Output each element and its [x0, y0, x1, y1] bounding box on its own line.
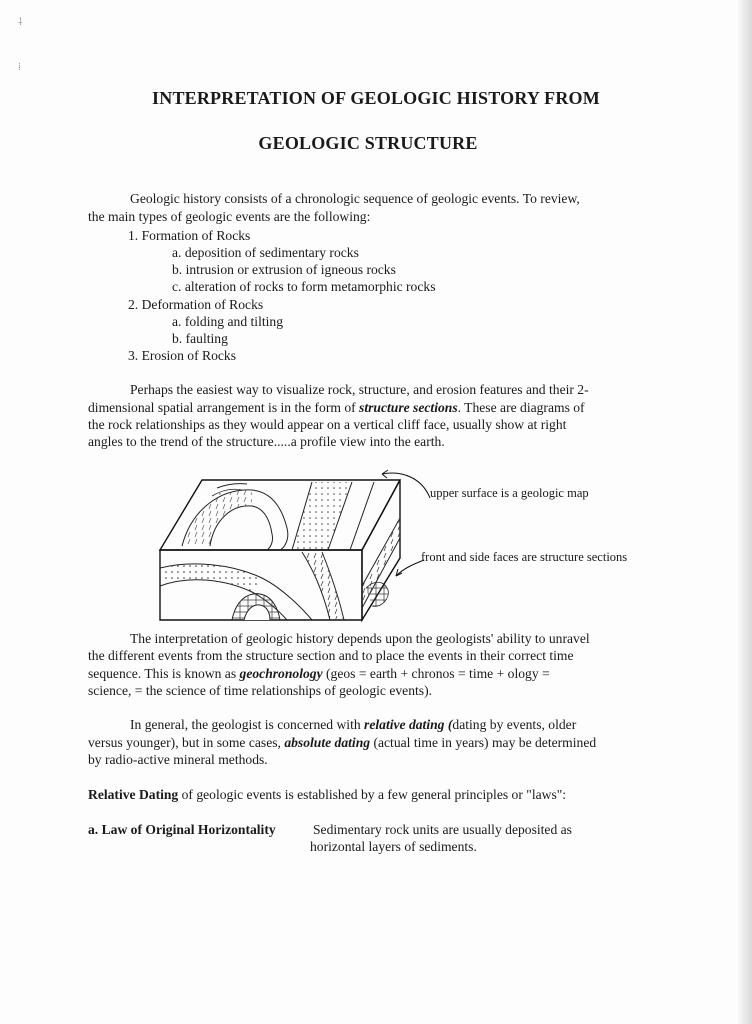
law-a-label: a. Law of Original Horizontality [88, 822, 276, 837]
para3-line2: the different events from the structure section and to place the events in their correct time [88, 648, 574, 663]
para4-line2: versus younger), but in some cases, absolute dating (actual time in years) may be determined [88, 735, 597, 750]
para3-line3: sequence. This is known as geochronology (geos = earth + chronos = time + ology = [88, 666, 550, 681]
list-item-1c: c. alteration of rocks to form metamorphic rocks [172, 279, 436, 294]
scan-mark: ⸸ [18, 17, 23, 28]
para3-line1: The interpretation of geologic history depends upon the geologists' ability to unravel [130, 631, 590, 646]
diagram-label-front: front and side faces are structure sections [421, 550, 628, 564]
para2-line2: dimensional spatial arrangement is in the form of structure sections. These are diagrams of [88, 400, 585, 415]
para3-line4: science, = the science of time relationships of geologic events). [88, 683, 432, 698]
list-item-2b: b. faulting [172, 331, 228, 346]
list-item-2: 2. Deformation of Rocks [128, 297, 264, 312]
block-diagram [152, 468, 452, 633]
list-item-1b: b. intrusion or extrusion of igneous rocks [172, 262, 396, 277]
law-a-text1: Sedimentary rock units are usually deposited as [313, 822, 572, 837]
intro-line2: the main types of geologic events are the following: [88, 209, 371, 224]
para2-line3: the rock relationships as they would appear on a vertical cliff face, usually show at right [88, 417, 567, 432]
para2-line1: Perhaps the easiest way to visualize rock, structure, and erosion features and their 2- [130, 382, 589, 397]
list-item-2a: a. folding and tilting [172, 314, 284, 329]
relative-dating-line: Relative Dating of geologic events is established by a few general principles or "laws": [88, 787, 567, 802]
law-a-text2: horizontal layers of sediments. [310, 839, 477, 854]
para2-line4: angles to the trend of the structure.....a profile view into the earth. [88, 434, 445, 449]
scan-mark: ⁞ [18, 62, 21, 73]
list-item-3: 3. Erosion of Rocks [128, 348, 236, 363]
diagram-label-top: upper surface is a geologic map [430, 486, 589, 500]
page-title-line2: GEOLOGIC STRUCTURE [258, 133, 478, 153]
para4-line3: by radio-active mineral methods. [88, 752, 268, 767]
page-title-line1: INTERPRETATION OF GEOLOGIC HISTORY FROM [152, 88, 600, 108]
intro-line1: Geologic history consists of a chronologic sequence of geologic events. To review, [130, 191, 580, 206]
para4-line1: In general, the geologist is concerned with relative dating (dating by events, older [130, 717, 577, 732]
list-item-1a: a. deposition of sedimentary rocks [172, 245, 359, 260]
list-item-1: 1. Formation of Rocks [128, 228, 251, 243]
